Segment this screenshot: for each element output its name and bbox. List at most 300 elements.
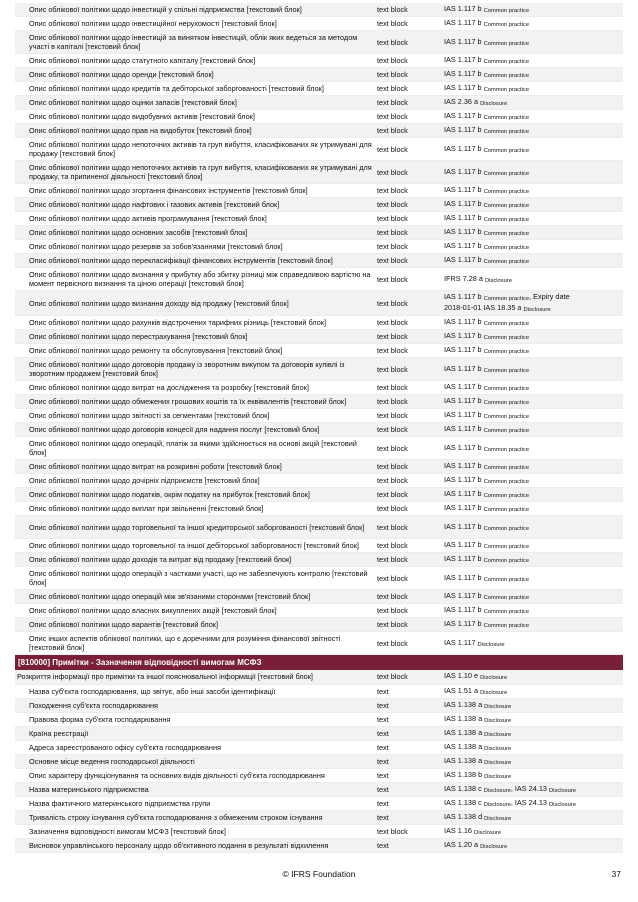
element-type: text block (375, 184, 442, 198)
element-label: Опис інших аспектів облікової політики, що є доречними для розуміння фінансової звітності [текстовий блок] (15, 632, 375, 655)
reference-type: Common practice (483, 245, 530, 252)
reference-type: Common practice (483, 231, 530, 238)
reference-code: IAS 1.138 c (444, 783, 482, 793)
reference-cell (442, 31, 623, 54)
element-label: Адреса зареєстрованого офісу суб'єкта господарювання (15, 740, 375, 754)
table-row (15, 198, 623, 212)
reference-type: Common practice (483, 507, 530, 514)
reference-type: Disclosure (480, 689, 508, 696)
element-label: Опис облікової політики щодо визнання у прибутку або збитку різниці між справедливою вартістю на момент первісного визнання та ціною операції [текстовий блок] (15, 268, 375, 291)
reference-type: Common practice (483, 321, 530, 328)
table-row (15, 268, 623, 291)
reference-cell (442, 712, 623, 726)
reference-cell (442, 590, 623, 604)
reference-line (444, 770, 621, 781)
element-type: text block (375, 488, 442, 502)
reference-type: Disclosure (480, 101, 508, 108)
element-label: Опис облікової політики щодо ремонту та обслуговування [текстовий блок] (15, 344, 375, 358)
reference-code-2: 2018-01-01 IAS 18.35 a (444, 303, 522, 313)
reference-cell (442, 124, 623, 138)
reference-code: IAS 1.117 b (444, 540, 482, 550)
reference-code: IAS 1.117 b (444, 554, 482, 564)
element-label: Опис облікової політики щодо податків, окрім податку на прибуток [текстовий блок] (15, 488, 375, 502)
table-row (15, 240, 623, 254)
element-type: text block (375, 381, 442, 395)
reference-line (444, 410, 621, 421)
reference-cell (442, 488, 623, 502)
table-row (15, 740, 623, 754)
table-row (15, 110, 623, 124)
element-label: Опис облікової політики щодо витрат на дослідження та розробку [текстовий блок] (15, 381, 375, 395)
table-row (15, 437, 623, 460)
table-row (15, 768, 623, 782)
reference-cell (442, 838, 623, 852)
reference-code: IAS 1.117 b (444, 55, 482, 65)
reference-line (444, 274, 621, 285)
reference-code: IAS 1.117 b (444, 83, 482, 93)
reference-type: Common practice (483, 386, 530, 393)
reference-code: IAS 1.117 b (444, 4, 482, 14)
reference-line (444, 714, 621, 725)
reference-type: Common practice (483, 335, 530, 342)
reference-line (444, 213, 621, 224)
element-label: Опис облікової політики щодо згортання фінансових інструментів [текстовий блок] (15, 184, 375, 198)
reference-line (444, 227, 621, 238)
reference-type-2: Disclosure (523, 307, 551, 314)
element-type: text block (375, 226, 442, 240)
reference-code: IAS 1.138 a (444, 755, 483, 765)
reference-cell (442, 17, 623, 31)
table-row (15, 539, 623, 553)
table-row (15, 567, 623, 590)
reference-type: Common practice (483, 400, 530, 407)
reference-cell (442, 782, 623, 796)
reference-code: IAS 1.16 (444, 825, 472, 835)
reference-line (444, 475, 621, 486)
element-type: text block (375, 344, 442, 358)
reference-type: Common practice (483, 428, 530, 435)
element-type: text (375, 838, 442, 852)
reference-code: IAS 1.117 b (444, 363, 482, 373)
table-row (15, 31, 623, 54)
reference-extra: , IAS 24.13 (510, 797, 547, 807)
reference-type: Common practice (483, 73, 530, 80)
reference-type: Common practice (483, 87, 530, 94)
element-type: text block (375, 161, 442, 184)
element-label: Опис облікової політики щодо варантів [текстовий блок] (15, 618, 375, 632)
element-type: text block (375, 96, 442, 110)
reference-type: Common practice (483, 479, 530, 486)
reference-cell (442, 618, 623, 632)
reference-type: Disclosure (484, 703, 512, 710)
table-row (15, 124, 623, 138)
table-row (15, 82, 623, 96)
reference-type: Disclosure (483, 801, 511, 808)
element-label: Опис облікової політики щодо інвестиційної нерухомості [текстовий блок] (15, 17, 375, 31)
reference-cell (442, 344, 623, 358)
reference-code: IAS 1.20 a (444, 839, 479, 849)
element-type: text block (375, 553, 442, 567)
page-number: 37 (611, 869, 621, 879)
table-row (15, 423, 623, 437)
table-row (15, 138, 623, 161)
reference-cell (442, 460, 623, 474)
reference-type: Common practice (483, 59, 530, 66)
reference-cell (442, 226, 623, 240)
table-body-notes (15, 670, 623, 852)
element-label: Опис облікової політики щодо рахунків відстрочених тарифних різниць [текстовий блок] (15, 316, 375, 330)
element-label: Опис облікової політики щодо власних викуплених акцій [текстовий блок] (15, 604, 375, 618)
reference-type: Common practice (483, 40, 530, 47)
element-label: Країна реєстрації (15, 726, 375, 740)
element-type: text block (375, 124, 442, 138)
element-label: Опис облікової політики щодо перестрахування [текстовий блок] (15, 330, 375, 344)
element-type: text block (375, 502, 442, 516)
element-type: text block (375, 3, 442, 17)
reference-cell (442, 268, 623, 291)
element-label: Опис облікової політики щодо основних засобів [текстовий блок] (15, 226, 375, 240)
reference-code: IAS 1.117 b (444, 503, 482, 513)
reference-line (444, 55, 621, 66)
reference-cell (442, 212, 623, 226)
table-row (15, 824, 623, 838)
reference-cell (442, 516, 623, 539)
reference-cell (442, 670, 623, 684)
reference-code: IAS 1.117 b (444, 605, 482, 615)
table-row (15, 754, 623, 768)
element-type: text block (375, 240, 442, 254)
reference-code: IAS 1.138 a (444, 727, 483, 737)
reference-type: Common practice (483, 367, 530, 374)
reference-type: Disclosure (484, 773, 512, 780)
table-row (15, 330, 623, 344)
reference-type: Common practice (483, 595, 530, 602)
reference-code: IAS 1.117 (444, 637, 476, 647)
reference-line (444, 317, 621, 328)
table-row (15, 782, 623, 796)
element-label: Опис облікової політики щодо непоточних активів та груп вибуття, класифікованих як утримувані для продажу [текстовий блок] (15, 138, 375, 161)
table-row (15, 698, 623, 712)
element-label: Опис облікової політики щодо резервів за зобов'язаннями [текстовий блок] (15, 240, 375, 254)
reference-line (444, 185, 621, 196)
footer-copyright: © IFRS Foundation (282, 869, 356, 879)
reference-code: IAS 1.117 b (444, 442, 482, 452)
reference-line (444, 125, 621, 136)
element-label: Опис облікової політики щодо активів програмування [текстовий блок] (15, 212, 375, 226)
reference-code: IAS 1.117 b (444, 475, 482, 485)
element-type: text block (375, 409, 442, 423)
reference-code: IAS 1.117 b (444, 199, 482, 209)
reference-type: Common practice (483, 22, 530, 29)
reference-cell (442, 395, 623, 409)
reference-code: IAS 1.138 c (444, 797, 482, 807)
element-type: text block (375, 437, 442, 460)
reference-code: IAS 1.117 b (444, 125, 482, 135)
element-type: text block (375, 17, 442, 31)
reference-type: Disclosure (480, 675, 508, 682)
reference-code: IAS 1.51 a (444, 685, 479, 695)
reference-code: IAS 1.117 b (444, 166, 482, 176)
reference-type: Disclosure (480, 843, 508, 850)
element-label: Опис облікової політики щодо інвестицій у спільні підприємства [текстовий блок] (15, 3, 375, 17)
reference-cell (442, 291, 623, 316)
element-type: text block (375, 198, 442, 212)
element-type: text (375, 684, 442, 698)
reference-line (444, 345, 621, 356)
reference-line (444, 503, 621, 514)
reference-type: Common practice (483, 446, 530, 453)
element-label: Опис облікової політики щодо операцій між зв'язаними сторонами [текстовий блок] (15, 590, 375, 604)
table-row (15, 409, 623, 423)
table-row (15, 344, 623, 358)
reference-type: Disclosure (484, 815, 512, 822)
reference-line (444, 756, 621, 767)
reference-code: IAS 1.117 b (444, 382, 482, 392)
element-label: Назва фактичного материнського підприємства групи (15, 796, 375, 810)
element-label: Опис облікової політики щодо перекласифікації фінансових інструментів [текстовий блок] (15, 254, 375, 268)
table-section (15, 655, 623, 671)
reference-cell (442, 768, 623, 782)
reference-type: Disclosure (484, 717, 512, 724)
reference-line (444, 742, 621, 753)
reference-type: Common practice (483, 8, 530, 15)
element-type: text block (375, 330, 442, 344)
table-row (15, 474, 623, 488)
element-label: Опис облікової політики щодо оцінки запасів [текстовий блок] (15, 96, 375, 110)
element-type: text (375, 782, 442, 796)
element-label: Розкриття інформації про примітки та іншої пояснювальної інформації [текстовий блок] (15, 670, 375, 684)
element-type: text (375, 698, 442, 712)
element-label: Назва суб'єкта господарювання, що звітує, або інші засоби ідентифікації (15, 684, 375, 698)
element-label: Опис облікової політики щодо звітності за сегментами [текстовий блок] (15, 409, 375, 423)
reference-code: IAS 1.117 b (444, 521, 482, 531)
reference-line (444, 396, 621, 407)
reference-type: Common practice (483, 189, 530, 196)
reference-line (444, 573, 621, 584)
element-type: text block (375, 31, 442, 54)
element-type: text block (375, 358, 442, 381)
reference-code: IAS 1.138 a (444, 713, 483, 723)
element-type: text (375, 712, 442, 726)
reference-cell (442, 796, 623, 810)
reference-line (444, 591, 621, 602)
reference-line (444, 364, 621, 375)
table-row (15, 488, 623, 502)
reference-cell (442, 824, 623, 838)
element-type: text block (375, 670, 442, 684)
element-type: text (375, 726, 442, 740)
reference-line (444, 241, 621, 252)
table-row (15, 502, 623, 516)
reference-line (444, 292, 621, 303)
reference-line (444, 784, 621, 795)
element-type: text block (375, 474, 442, 488)
reference-line (444, 826, 621, 837)
reference-type: Disclosure (483, 787, 511, 794)
element-label: Висновок управлінського персоналу щодо об'єктивного подання в результаті відхилення (15, 838, 375, 852)
element-label: Опис облікової політики щодо інвестицій за винятком інвестицій, облік яких ведеться за методом участі в капіталі [текстовий блок] (15, 31, 375, 54)
reference-code: IAS 1.117 b (444, 489, 482, 499)
reference-code: IAS 1.117 b (444, 227, 482, 237)
reference-cell (442, 96, 623, 110)
reference-cell (442, 474, 623, 488)
table-row (15, 161, 623, 184)
reference-cell (442, 423, 623, 437)
reference-line (444, 424, 621, 435)
element-label: Опис облікової політики щодо нафтових і газових активів [текстовий блок] (15, 198, 375, 212)
element-label: Опис облікової політики щодо видобувних активів [текстовий блок] (15, 110, 375, 124)
reference-code: IAS 1.117 b (444, 292, 482, 302)
element-type: text block (375, 590, 442, 604)
reference-type: Common practice (483, 609, 530, 616)
element-type: text block (375, 824, 442, 838)
reference-code: IAS 1.117 b (444, 241, 482, 251)
reference-code: IAS 1.117 b (444, 396, 482, 406)
element-type: text block (375, 291, 442, 316)
element-label: Опис характеру функціонування та основних видів діяльності суб'єкта господарювання (15, 768, 375, 782)
reference-cell (442, 553, 623, 567)
reference-type: Common practice (483, 217, 530, 224)
page-footer (0, 869, 638, 883)
reference-cell (442, 726, 623, 740)
element-type: text block (375, 618, 442, 632)
reference-type: Common practice (483, 544, 530, 551)
table-row (15, 726, 623, 740)
reference-cell (442, 330, 623, 344)
element-type: text block (375, 138, 442, 161)
reference-code: IAS 1.117 b (444, 18, 482, 28)
reference-code: IAS 1.117 b (444, 185, 482, 195)
reference-cell (442, 502, 623, 516)
reference-line (444, 798, 621, 809)
element-type: text block (375, 460, 442, 474)
reference-cell (442, 184, 623, 198)
reference-cell (442, 240, 623, 254)
reference-line (444, 671, 621, 682)
element-label: Опис облікової політики щодо операцій, платіж за якими здійснюється на основі акцій [текстовий блок] (15, 437, 375, 460)
reference-code: IAS 1.117 b (444, 255, 482, 265)
reference-type: Common practice (483, 465, 530, 472)
element-type: text block (375, 54, 442, 68)
reference-line (444, 522, 621, 533)
reference-code: IAS 1.117 b (444, 143, 482, 153)
element-type: text block (375, 567, 442, 590)
reference-type: Disclosure (484, 731, 512, 738)
reference-type: Common practice (483, 296, 530, 303)
element-label: Опис облікової політики щодо договорів концесії для надання послуг [текстовий блок] (15, 423, 375, 437)
reference-code: IAS 1.138 b (444, 769, 483, 779)
reference-line (444, 4, 621, 15)
reference-type: Common practice (483, 115, 530, 122)
table-row (15, 184, 623, 198)
reference-line (444, 331, 621, 342)
element-type: text (375, 754, 442, 768)
table-row (15, 590, 623, 604)
document-table-wrapper (15, 3, 623, 853)
table-row (15, 395, 623, 409)
reference-cell (442, 254, 623, 268)
table-row (15, 17, 623, 31)
element-type: text block (375, 539, 442, 553)
table-row (15, 226, 623, 240)
reference-type: Disclosure (484, 759, 512, 766)
element-type: text block (375, 254, 442, 268)
element-type: text (375, 768, 442, 782)
element-type: text block (375, 516, 442, 539)
element-label: Опис облікової політики щодо торговельної та іншої дебіторської заборгованості [текстовий блок] (15, 539, 375, 553)
reference-cell (442, 684, 623, 698)
element-label: Опис облікової політики щодо кредитів та дебіторської заборгованості [текстовий блок] (15, 82, 375, 96)
element-type: text block (375, 395, 442, 409)
reference-line-2 (444, 303, 621, 314)
reference-type: Common practice (483, 493, 530, 500)
reference-cell (442, 381, 623, 395)
reference-cell (442, 68, 623, 82)
reference-code: IAS 1.138 d (444, 811, 483, 821)
table-row (15, 316, 623, 330)
reference-line (444, 111, 621, 122)
element-label: Опис облікової політики щодо операцій з частками участі, що не забезпечують контролю [текстовий блок] (15, 567, 375, 590)
element-label: Опис облікової політики щодо оренди [текстовий блок] (15, 68, 375, 82)
reference-cell (442, 754, 623, 768)
reference-code: IAS 1.117 b (444, 213, 482, 223)
table-row (15, 553, 623, 567)
reference-code: IAS 1.117 b (444, 619, 482, 629)
reference-code: IAS 1.117 b (444, 591, 482, 601)
element-type: text block (375, 632, 442, 655)
table-body-policies (15, 3, 623, 655)
reference-cell (442, 740, 623, 754)
table-row (15, 358, 623, 381)
table-row (15, 460, 623, 474)
reference-line (444, 255, 621, 266)
element-label: Опис облікової політики щодо дочірніх підприємств [текстовий блок] (15, 474, 375, 488)
table-row (15, 632, 623, 655)
reference-type: Common practice (483, 576, 530, 583)
table-row (15, 796, 623, 810)
section-header-row (15, 655, 623, 671)
reference-type: Disclosure (484, 745, 512, 752)
reference-cell (442, 54, 623, 68)
reference-code: IAS 1.117 b (444, 424, 482, 434)
element-label: Опис облікової політики щодо статутного капіталу [текстовий блок] (15, 54, 375, 68)
element-type: text block (375, 212, 442, 226)
reference-line (444, 83, 621, 94)
reference-type: Common practice (483, 147, 530, 154)
reference-type: Common practice (483, 414, 530, 421)
reference-line (444, 638, 621, 649)
table-row (15, 212, 623, 226)
element-type: text block (375, 110, 442, 124)
reference-type: Disclosure (477, 641, 505, 648)
reference-line (444, 461, 621, 472)
element-label: Опис облікової політики щодо договорів продажу із зворотним викупом та договорів купівлі із зворотним продажем [текстовий блок] (15, 358, 375, 381)
element-label: Походження суб'єкта господарювання (15, 698, 375, 712)
reference-line (444, 443, 621, 454)
reference-cell (442, 437, 623, 460)
reference-code: IAS 2.36 a (444, 97, 479, 107)
element-label: Назва материнського підприємства (15, 782, 375, 796)
table-row (15, 291, 623, 316)
table-row (15, 670, 623, 684)
reference-type: Common practice (483, 525, 530, 532)
table-row (15, 96, 623, 110)
element-type: text (375, 796, 442, 810)
reference-cell (442, 409, 623, 423)
reference-line (444, 728, 621, 739)
element-label: Опис облікової політики щодо витрат на розкривні роботи [текстовий блок] (15, 460, 375, 474)
table-row (15, 381, 623, 395)
